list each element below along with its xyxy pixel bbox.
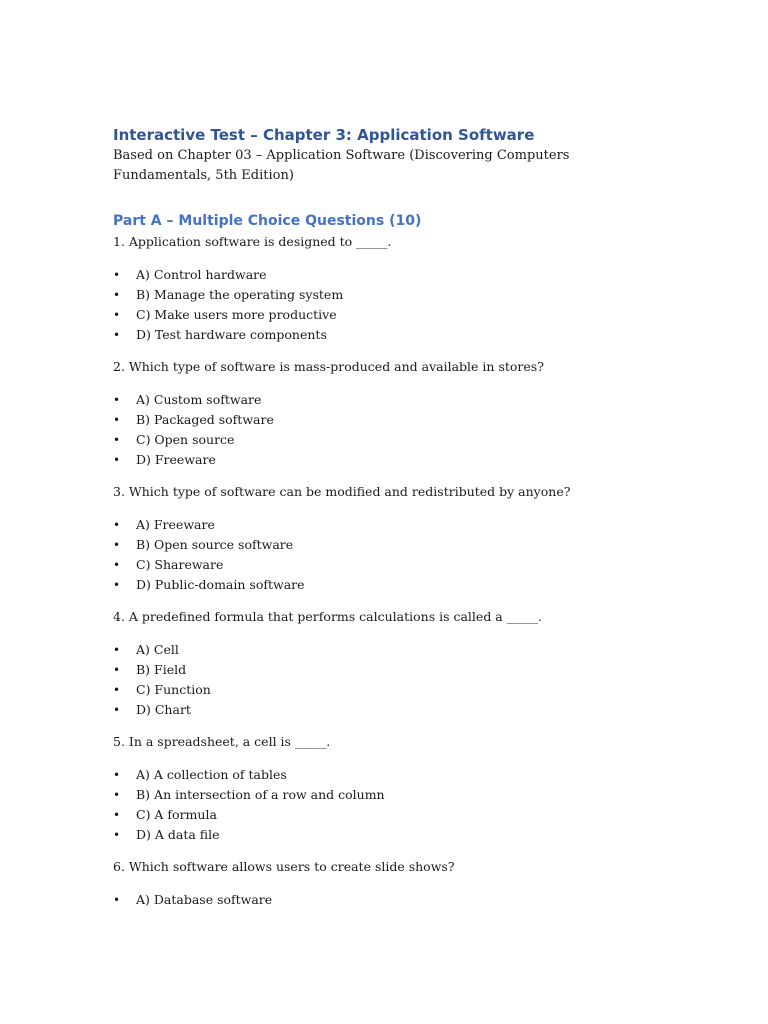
bullet-icon: • [113,828,121,842]
question-text: 6. Which software allows users to create slide shows? [113,859,455,874]
option-item [113,825,653,845]
bullet-icon: • [113,328,121,342]
question-text: 5. In a spreadsheet, a cell is _____. [113,734,331,749]
bullet-icon: • [113,288,121,302]
option-text: D) A data file [136,827,220,842]
question-text: 3. Which type of software can be modified and redistributed by anyone? [113,484,571,499]
question-text: 1. Application software is designed to _____. [113,234,392,249]
bullet-icon: • [113,538,121,552]
option-text: B) An intersection of a row and column [136,787,385,802]
bullet-icon: • [113,643,121,657]
bullet-icon: • [113,893,121,907]
bullet-icon: • [113,393,121,407]
option-list [113,640,653,720]
bullet-icon: • [113,308,121,322]
option-list [113,265,653,345]
bullet-icon: • [113,268,121,282]
option-text: B) Field [136,662,187,677]
option-text: A) A collection of tables [136,767,287,782]
option-text: A) Freeware [136,517,215,532]
option-text: B) Packaged software [136,412,274,427]
option-item [113,555,653,575]
option-item [113,805,653,825]
option-text: A) Custom software [136,392,262,407]
option-item [113,575,653,595]
bullet-icon: • [113,703,121,717]
option-text: A) Cell [136,642,179,657]
option-text: C) A formula [136,807,217,822]
option-item [113,765,653,785]
bullet-icon: • [113,413,121,427]
document-subtitle: Based on Chapter 03 – Application Software (Discovering Computers Fundamentals, 5th Edition) [113,148,570,183]
option-text: B) Manage the operating system [136,287,344,302]
option-item [113,535,653,555]
option-item [113,390,653,410]
option-text: C) Shareware [136,557,224,572]
option-text: A) Control hardware [136,267,267,282]
document-page [113,124,653,922]
option-item [113,700,653,720]
bullet-icon: • [113,433,121,447]
option-text: D) Freeware [136,452,216,467]
option-item [113,305,653,325]
document-title: Interactive Test – Chapter 3: Application Software [113,126,535,144]
option-item [113,285,653,305]
option-item [113,325,653,345]
option-text: C) Open source [136,432,235,447]
option-text: C) Function [136,682,211,697]
option-item [113,785,653,805]
bullet-icon: • [113,453,121,467]
option-item [113,640,653,660]
option-list [113,390,653,470]
option-text: C) Make users more productive [136,307,337,322]
option-item [113,890,653,910]
bullet-icon: • [113,683,121,697]
bullet-icon: • [113,768,121,782]
option-text: D) Chart [136,702,191,717]
bullet-icon: • [113,663,121,677]
option-item [113,430,653,450]
option-item [113,515,653,535]
question-text: 4. A predefined formula that performs calculations is called a _____. [113,609,542,624]
option-item [113,680,653,700]
option-text: A) Database software [136,892,273,907]
question-list [113,232,653,910]
option-list [113,765,653,845]
bullet-icon: • [113,808,121,822]
bullet-icon: • [113,578,121,592]
bullet-icon: • [113,558,121,572]
option-list [113,890,653,910]
option-list [113,515,653,595]
option-text: B) Open source software [136,537,294,552]
option-item [113,410,653,430]
bullet-icon: • [113,518,121,532]
option-item [113,450,653,470]
section-heading: Part A – Multiple Choice Questions (10) [113,213,422,229]
option-text: D) Public-domain software [136,577,305,592]
option-item [113,265,653,285]
option-item [113,660,653,680]
option-text: D) Test hardware components [136,327,327,342]
bullet-icon: • [113,788,121,802]
question-text: 2. Which type of software is mass-produced and available in stores? [113,359,544,374]
